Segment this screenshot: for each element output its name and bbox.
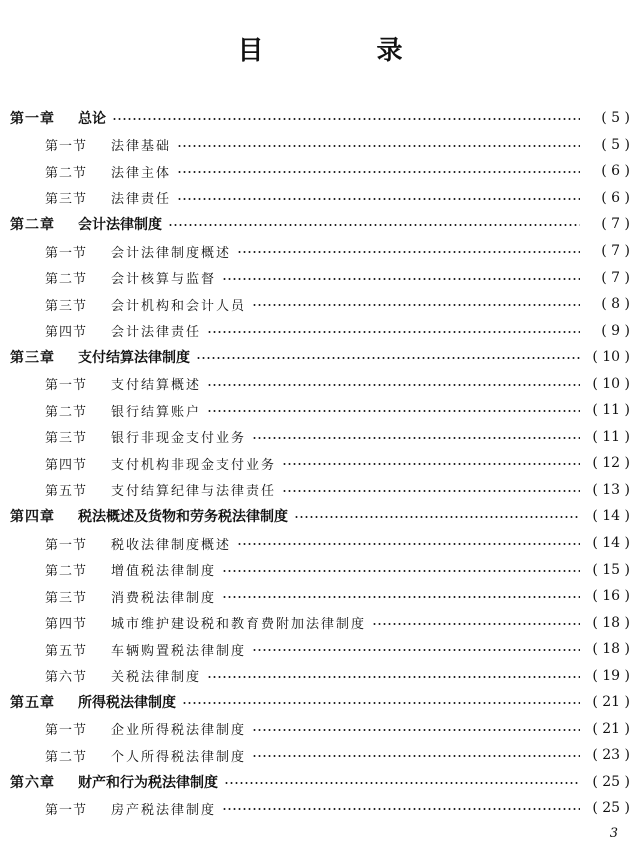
page-reference: ( 14 ) xyxy=(592,535,630,552)
toc-section-row xyxy=(0,609,640,636)
section-title: 会计法律责任 xyxy=(111,325,202,341)
toc-section-row xyxy=(0,317,640,344)
dot-leader xyxy=(222,596,580,598)
page-reference: ( 23 ) xyxy=(592,747,630,764)
toc-section-row xyxy=(0,583,640,610)
section-number: 第四节 xyxy=(45,457,88,473)
toc-section-row xyxy=(0,477,640,504)
section-title: 车辆购置税法律制度 xyxy=(111,643,247,659)
toc-section-row xyxy=(0,450,640,477)
page-reference: ( 18 ) xyxy=(592,614,630,631)
section-title: 企业所得税法律制度 xyxy=(111,723,247,739)
section-number: 第一节 xyxy=(45,378,88,394)
page-reference: ( 25 ) xyxy=(592,800,630,817)
toc-section-row xyxy=(0,742,640,769)
dot-leader xyxy=(207,331,580,333)
toc-section-row xyxy=(0,424,640,451)
section-number: 第三节 xyxy=(45,298,88,314)
page-reference: ( 10 ) xyxy=(592,349,630,366)
section-number: 第三节 xyxy=(45,431,88,447)
toc-chapter-row xyxy=(0,689,640,716)
page-reference: ( 25 ) xyxy=(592,773,630,790)
section-title: 支付结算纪律与法律责任 xyxy=(111,484,277,500)
dot-leader xyxy=(222,808,580,810)
page-reference: ( 8 ) xyxy=(601,296,630,313)
section-title: 消费税法律制度 xyxy=(111,590,217,606)
dot-leader xyxy=(207,410,580,412)
section-number: 第一节 xyxy=(45,245,88,261)
section-number: 第四节 xyxy=(45,617,88,633)
section-number: 第四节 xyxy=(45,325,88,341)
section-title: 会计机构和会计人员 xyxy=(111,298,247,314)
toc-section-row xyxy=(0,716,640,743)
chapter-number: 第一章 xyxy=(10,111,55,128)
dot-leader xyxy=(252,304,580,306)
toc-chapter-row xyxy=(0,211,640,238)
chapter-number: 第六章 xyxy=(10,774,55,791)
dot-leader xyxy=(182,702,580,704)
section-title: 支付结算概述 xyxy=(111,378,202,394)
toc-chapter-row xyxy=(0,105,640,132)
section-number: 第一节 xyxy=(45,537,88,553)
page-reference: ( 9 ) xyxy=(601,322,630,339)
dot-leader xyxy=(112,118,580,120)
dot-leader xyxy=(196,357,580,359)
section-number: 第二节 xyxy=(45,564,88,580)
section-number: 第六节 xyxy=(45,670,88,686)
page-reference: ( 19 ) xyxy=(592,667,630,684)
dot-leader xyxy=(294,516,580,518)
section-title: 税收法律制度概述 xyxy=(111,537,232,553)
page-reference: ( 7 ) xyxy=(601,269,630,286)
section-number: 第一节 xyxy=(45,139,88,155)
section-number: 第一节 xyxy=(45,723,88,739)
page-reference: ( 21 ) xyxy=(592,720,630,737)
dot-leader xyxy=(168,224,580,226)
toc-section-row xyxy=(0,264,640,291)
chapter-title: 财产和行为税法律制度 xyxy=(78,774,218,791)
toc-chapter-row xyxy=(0,769,640,796)
dot-leader xyxy=(177,145,580,147)
toc-section-row xyxy=(0,158,640,185)
dot-leader xyxy=(222,570,580,572)
section-title: 银行结算账户 xyxy=(111,404,202,420)
section-number: 第一节 xyxy=(45,802,88,818)
section-number: 第三节 xyxy=(45,590,88,606)
dot-leader xyxy=(252,649,580,651)
toc-chapter-row xyxy=(0,344,640,371)
toc-section-row xyxy=(0,636,640,663)
toc-section-row xyxy=(0,132,640,159)
dot-leader xyxy=(252,755,580,757)
section-number: 第五节 xyxy=(45,484,88,500)
section-title: 法律基础 xyxy=(111,139,172,155)
section-title: 会计法律制度概述 xyxy=(111,245,232,261)
table-of-contents xyxy=(0,105,640,822)
toc-section-row xyxy=(0,370,640,397)
page-number: 3 xyxy=(609,826,618,841)
dot-leader xyxy=(177,198,580,200)
page-reference: ( 12 ) xyxy=(592,455,630,472)
dot-leader xyxy=(207,384,580,386)
page-reference: ( 7 ) xyxy=(601,216,630,233)
page-reference: ( 15 ) xyxy=(592,561,630,578)
section-number: 第二节 xyxy=(45,404,88,420)
section-number: 第五节 xyxy=(45,643,88,659)
page-reference: ( 13 ) xyxy=(592,481,630,498)
chapter-number: 第五章 xyxy=(10,695,55,712)
toc-chapter-row xyxy=(0,503,640,530)
chapter-title: 会计法律制度 xyxy=(78,217,162,234)
dot-leader xyxy=(282,463,580,465)
page-reference: ( 11 ) xyxy=(592,428,630,445)
toc-section-row xyxy=(0,397,640,424)
dot-leader xyxy=(224,782,580,784)
section-title: 银行非现金支付业务 xyxy=(111,431,247,447)
section-title: 房产税法律制度 xyxy=(111,802,217,818)
dot-leader xyxy=(237,543,580,545)
section-title: 城市维护建设税和教育费附加法律制度 xyxy=(111,617,367,633)
dot-leader xyxy=(222,278,580,280)
dot-leader xyxy=(282,490,580,492)
chapter-number: 第四章 xyxy=(10,509,55,526)
chapter-number: 第二章 xyxy=(10,217,55,234)
chapter-title: 所得税法律制度 xyxy=(78,695,176,712)
toc-section-row xyxy=(0,662,640,689)
page-title: 目 录 xyxy=(237,36,455,66)
chapter-number: 第三章 xyxy=(10,350,55,367)
page-reference: ( 6 ) xyxy=(601,189,630,206)
dot-leader xyxy=(207,676,580,678)
toc-section-row xyxy=(0,238,640,265)
section-number: 第二节 xyxy=(45,165,88,181)
page-reference: ( 11 ) xyxy=(592,402,630,419)
chapter-title: 税法概述及货物和劳务税法律制度 xyxy=(78,509,288,526)
dot-leader xyxy=(177,171,580,173)
chapter-title: 总论 xyxy=(78,111,106,128)
page-reference: ( 16 ) xyxy=(592,588,630,605)
page-reference: ( 21 ) xyxy=(592,694,630,711)
section-title: 关税法律制度 xyxy=(111,670,202,686)
dot-leader xyxy=(372,623,580,625)
toc-section-row xyxy=(0,556,640,583)
section-title: 法律责任 xyxy=(111,192,172,208)
section-number: 第二节 xyxy=(45,749,88,765)
page-reference: ( 5 ) xyxy=(601,136,630,153)
toc-section-row xyxy=(0,291,640,318)
page-reference: ( 18 ) xyxy=(592,641,630,658)
page-reference: ( 10 ) xyxy=(592,375,630,392)
section-title: 法律主体 xyxy=(111,165,172,181)
page-reference: ( 7 ) xyxy=(601,243,630,259)
section-title: 增值税法律制度 xyxy=(111,564,217,580)
section-title: 会计核算与监督 xyxy=(111,272,217,288)
page-reference: ( 6 ) xyxy=(601,163,630,180)
dot-leader xyxy=(252,437,580,439)
section-title: 支付机构非现金支付业务 xyxy=(111,457,277,473)
toc-section-row xyxy=(0,530,640,557)
section-number: 第三节 xyxy=(45,192,88,208)
toc-section-row xyxy=(0,795,640,822)
dot-leader xyxy=(237,251,580,253)
chapter-title: 支付结算法律制度 xyxy=(78,350,190,367)
page-reference: ( 5 ) xyxy=(601,110,630,127)
section-title: 个人所得税法律制度 xyxy=(111,749,247,765)
toc-section-row xyxy=(0,185,640,212)
section-number: 第二节 xyxy=(45,272,88,288)
dot-leader xyxy=(252,729,580,731)
page-reference: ( 14 ) xyxy=(592,508,630,525)
